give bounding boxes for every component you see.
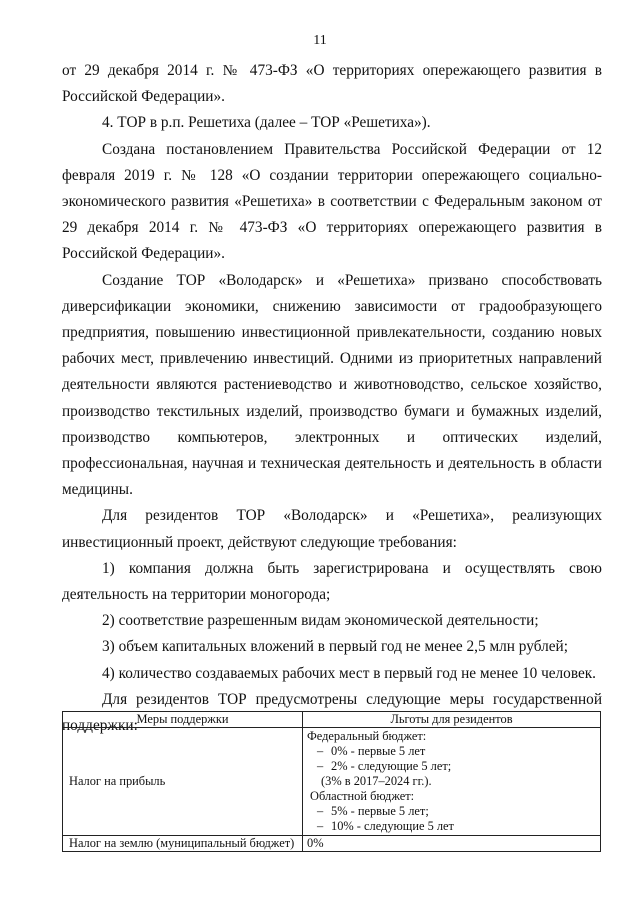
dash-marker: –: [317, 744, 324, 758]
dash-marker: –: [317, 804, 324, 818]
requirement-item-3: 3) объем капитальных вложений в первый год не менее 2,5 млн рублей;: [102, 638, 568, 656]
paragraph-requirements-intro: Для резидентов ТОР «Володарск» и «Решетиха», реализующих инвестиционный проект, действуют следующие требования:: [62, 507, 602, 551]
table-cell-benefit: 0%: [303, 836, 601, 852]
paragraph-creation: Создана постановлением Правительства Российской Федерации от 12 февраля 2019 г. № 128 «О создании территории опережающего социально-экономического развития «Решетиха» в соответствии с Федеральным законом от 29 декабря 2014 г. № 473-ФЗ «О территориях опережающего развития в Российской Федерации».: [62, 140, 602, 263]
table-cell-measure: Налог на землю (муниципальный бюджет): [63, 836, 303, 852]
paragraph-purpose: Создание ТОР «Володарск» и «Решетиха» призвано способствовать диверсификации экономики, снижению зависимости от градообразующего предприятия, повышению инвестиционной привлекательности, созданию новых рабочих мест, привлечению инвестиций. Одними из приоритетных направлений деятельности являются растениеводство и животноводство, сельское хозяйство, производство текстильных изделий, производство бумаги и бумажных изделий, производство компьютеров, электронных и оптических изделий, профессиональная, научная и техническая деятельность и деятельность в области медицины.: [62, 271, 602, 499]
paragraph-law-reference: от 29 декабря 2014 г. № 473-ФЗ «О территориях опережающего развития в Российской Федерации».: [62, 62, 602, 106]
dash-marker: –: [317, 819, 324, 833]
requirement-item-4: 4) количество создаваемых рабочих мест в первый год не менее 10 человек.: [102, 664, 597, 682]
requirement-item-2: 2) соответствие разрешенным видам экономической деятельности;: [102, 612, 539, 630]
regional-item: – 5% - первые 5 лет;: [317, 804, 429, 818]
regional-item: – 10% - следующие 5 лет: [317, 819, 454, 833]
table-header-benefits: Льготы для резидентов: [303, 712, 601, 728]
document-body: [62, 58, 602, 739]
federal-note: (3% в 2017–2024 гг.).: [321, 774, 432, 788]
federal-item: – 2% - следующие 5 лет;: [317, 759, 452, 773]
paragraph-support-intro: Для резидентов ТОР предусмотрены следующие меры государственной поддержки:: [62, 690, 602, 735]
requirement-item-1: 1) компания должна быть зарегистрирована и осуществлять свою деятельность на территории моногорода;: [62, 559, 602, 604]
table-cell-benefits: [303, 728, 601, 836]
paragraph-tor-reshetikha-heading: 4. ТОР в р.п. Решетиха (далее – ТОР «Решетиха»).: [102, 114, 431, 132]
page-number: 11: [313, 33, 327, 48]
support-measures-table: [62, 711, 601, 852]
regional-budget-label: Областной бюджет:: [310, 789, 415, 803]
federal-item: – 0% - первые 5 лет: [317, 744, 426, 758]
federal-budget-label: Федеральный бюджет:: [307, 729, 427, 743]
table-row: [63, 836, 601, 852]
dash-marker: –: [317, 759, 324, 773]
table-cell-measure: Налог на прибыль: [63, 728, 303, 836]
table-header-row: [63, 712, 601, 728]
table-header-measures: Меры поддержки: [63, 712, 303, 728]
table-row: [63, 728, 601, 836]
